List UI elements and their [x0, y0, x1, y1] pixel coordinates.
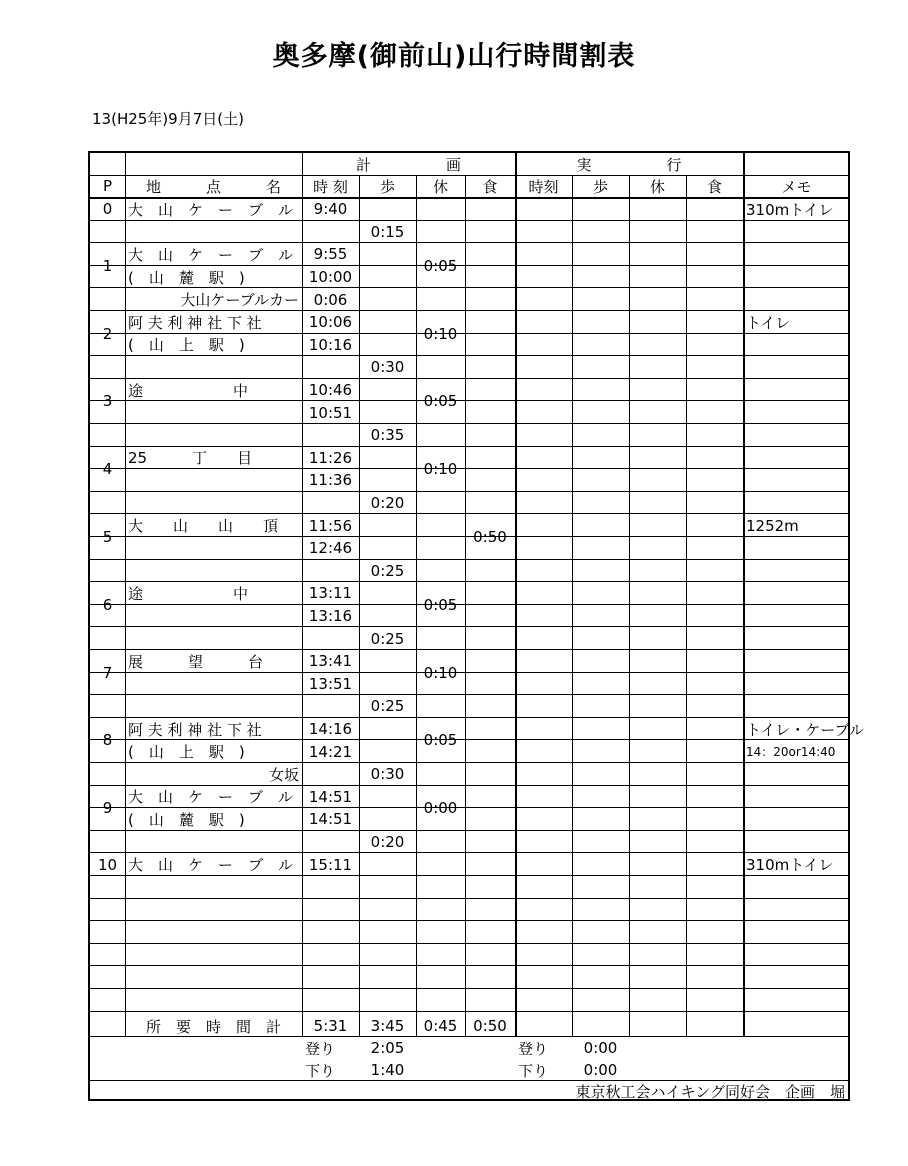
point-number: 8 [102, 731, 113, 750]
plan-walk: 0:15 [370, 222, 405, 241]
plan-time: 13:16 [308, 607, 353, 626]
plan-time: 10:46 [308, 381, 353, 400]
plan-rest: 0:05 [423, 595, 458, 614]
plan-meal: 0:50 [473, 527, 507, 546]
down-actual-label: 下り [518, 1061, 549, 1080]
grid-line [90, 965, 848, 966]
grid-line [90, 898, 848, 899]
plan-rest: 0:05 [423, 392, 458, 411]
actual-header: 実 行 [576, 155, 682, 174]
point-number: 1 [102, 256, 113, 275]
plan-time: 14:51 [308, 787, 353, 806]
point-number: 9 [102, 799, 113, 818]
memo-column-header: メモ [781, 177, 812, 196]
down-label: 下り [305, 1061, 336, 1080]
grid-line [686, 175, 687, 1036]
timetable-sheet [88, 151, 864, 1101]
place-name: 途 中 [128, 584, 249, 603]
place-name: 阿 夫 利 神 社 下 社 [128, 720, 262, 739]
plan-walk: 0:20 [370, 494, 405, 513]
point-number: 10 [97, 855, 118, 874]
memo: 310mトイレ [746, 200, 834, 219]
actual-walk-column-header: 歩 [592, 177, 608, 196]
actual-meal-column-header: 食 [706, 177, 722, 196]
point-number: 7 [102, 663, 113, 682]
time-column-header: 時 刻 [313, 177, 348, 196]
up-label: 登り [305, 1039, 336, 1058]
grid-line [515, 153, 517, 1036]
point-number: 4 [102, 460, 113, 479]
plan-time: 9:55 [313, 245, 348, 264]
plan-time: 12:46 [308, 539, 353, 558]
memo: 14：20or14:40 [746, 745, 836, 760]
grid-line [90, 1011, 848, 1012]
plan-rest: 0:00 [423, 799, 458, 818]
grid-line [90, 626, 848, 627]
page-title: 奥多摩(御前山)山行時間割表 [272, 41, 636, 72]
place-name: 25 丁 目 [128, 449, 253, 468]
plan-time: 13:41 [308, 652, 353, 671]
plan-rest: 0:10 [423, 663, 458, 682]
grid-line [743, 153, 745, 1036]
plan-rest: 0:05 [423, 256, 458, 275]
actual-time-column-header: 時刻 [528, 177, 559, 196]
plan-time: 11:26 [308, 448, 353, 467]
grid-line [90, 988, 848, 989]
place-name: 阿 夫 利 神 社 下 社 [128, 313, 262, 332]
memo: トイレ・ケーブル [746, 720, 864, 739]
plan-time: 10:16 [308, 335, 353, 354]
place-name: ( 山 麓 駅 ) [128, 268, 245, 287]
memo: 1252m [746, 516, 799, 535]
p-column-header: P [102, 177, 113, 195]
plan-time: 10:06 [308, 313, 353, 332]
plan-time: 14:51 [308, 810, 353, 829]
plan-time: 14:16 [308, 720, 353, 739]
place-name: 女坂 [268, 765, 299, 784]
grid-line [90, 943, 848, 944]
grid-line [90, 491, 848, 492]
grid-line [465, 175, 466, 1036]
place-name: 大 山 ケ ー ブ ル [128, 245, 294, 264]
plan-time: 11:36 [308, 471, 353, 490]
point-number: 2 [102, 324, 113, 343]
grid-line [359, 175, 360, 1036]
memo: トイレ [746, 313, 791, 332]
place-name: ( 山 上 駅 ) [128, 743, 245, 762]
plan-time: 13:11 [308, 584, 353, 603]
plan-time: 0:06 [313, 290, 348, 309]
point-number: 0 [102, 200, 113, 219]
plan-walk: 0:30 [370, 765, 405, 784]
plan-time: 10:00 [308, 268, 353, 287]
place-name: 途 中 [128, 381, 249, 400]
grid-line [90, 920, 848, 921]
plan-time: 10:51 [308, 403, 353, 422]
actual-rest-column-header: 休 [649, 177, 665, 196]
plan-rest: 0:05 [423, 731, 458, 750]
walk-column-header: 歩 [379, 177, 395, 196]
plan-rest: 0:10 [423, 324, 458, 343]
plan-walk: 0:20 [370, 833, 405, 852]
place-name: 大 山 山 頂 [128, 517, 279, 536]
place-name: 大 山 ケ ー ブ ル [128, 856, 294, 875]
up-actual-label: 登り [518, 1039, 549, 1058]
plan-walk: 0:25 [370, 697, 405, 716]
plan-rest: 0:10 [423, 460, 458, 479]
rest-column-header: 休 [432, 177, 448, 196]
grid-line [90, 694, 848, 695]
total-meal: 0:50 [473, 1017, 507, 1035]
total-label: 所 要 時 間 計 [145, 1017, 281, 1036]
place-name: 大 山 ケ ー ブ ル [128, 788, 294, 807]
place-name: 展 望 台 [128, 652, 264, 671]
plan-time: 11:56 [308, 516, 353, 535]
up-plan-time: 2:05 [370, 1039, 405, 1057]
plan-walk: 0:25 [370, 561, 405, 580]
memo: 310mトイレ [746, 856, 834, 875]
grid-line [90, 423, 848, 424]
plan-header: 計 画 [355, 155, 461, 174]
hike-date: 13(H25年)9月7日(土) [92, 110, 244, 128]
place-name: ( 山 麓 駅 ) [128, 810, 245, 829]
point-number: 6 [102, 595, 113, 614]
total-time: 5:31 [313, 1017, 348, 1035]
plan-time: 15:11 [308, 855, 353, 874]
plan-walk: 0:25 [370, 629, 405, 648]
plan-walk: 0:35 [370, 426, 405, 445]
grid-line [629, 175, 630, 1036]
down-plan-time: 1:40 [370, 1061, 405, 1079]
total-walk: 3:45 [370, 1017, 405, 1035]
place-name: 大 山 ケ ー ブ ル [128, 200, 294, 219]
up-actual-time: 0:00 [583, 1039, 618, 1057]
place-name: ( 山 上 駅 ) [128, 336, 245, 355]
place-column-header: 地 点 名 [145, 177, 281, 196]
grid-line [572, 175, 573, 1036]
organizer-footer: 東京秋工会ハイキング同好会 企画 堀 [575, 1082, 845, 1101]
plan-time: 9:40 [313, 200, 348, 219]
point-number: 5 [102, 527, 113, 546]
total-rest: 0:45 [423, 1017, 458, 1035]
plan-time: 13:51 [308, 674, 353, 693]
meal-column-header: 食 [482, 177, 498, 196]
down-actual-time: 0:00 [583, 1061, 618, 1079]
point-number: 3 [102, 392, 113, 411]
plan-time: 14:21 [308, 742, 353, 761]
plan-walk: 0:30 [370, 358, 405, 377]
place-name: 大山ケーブルカー [180, 291, 299, 310]
